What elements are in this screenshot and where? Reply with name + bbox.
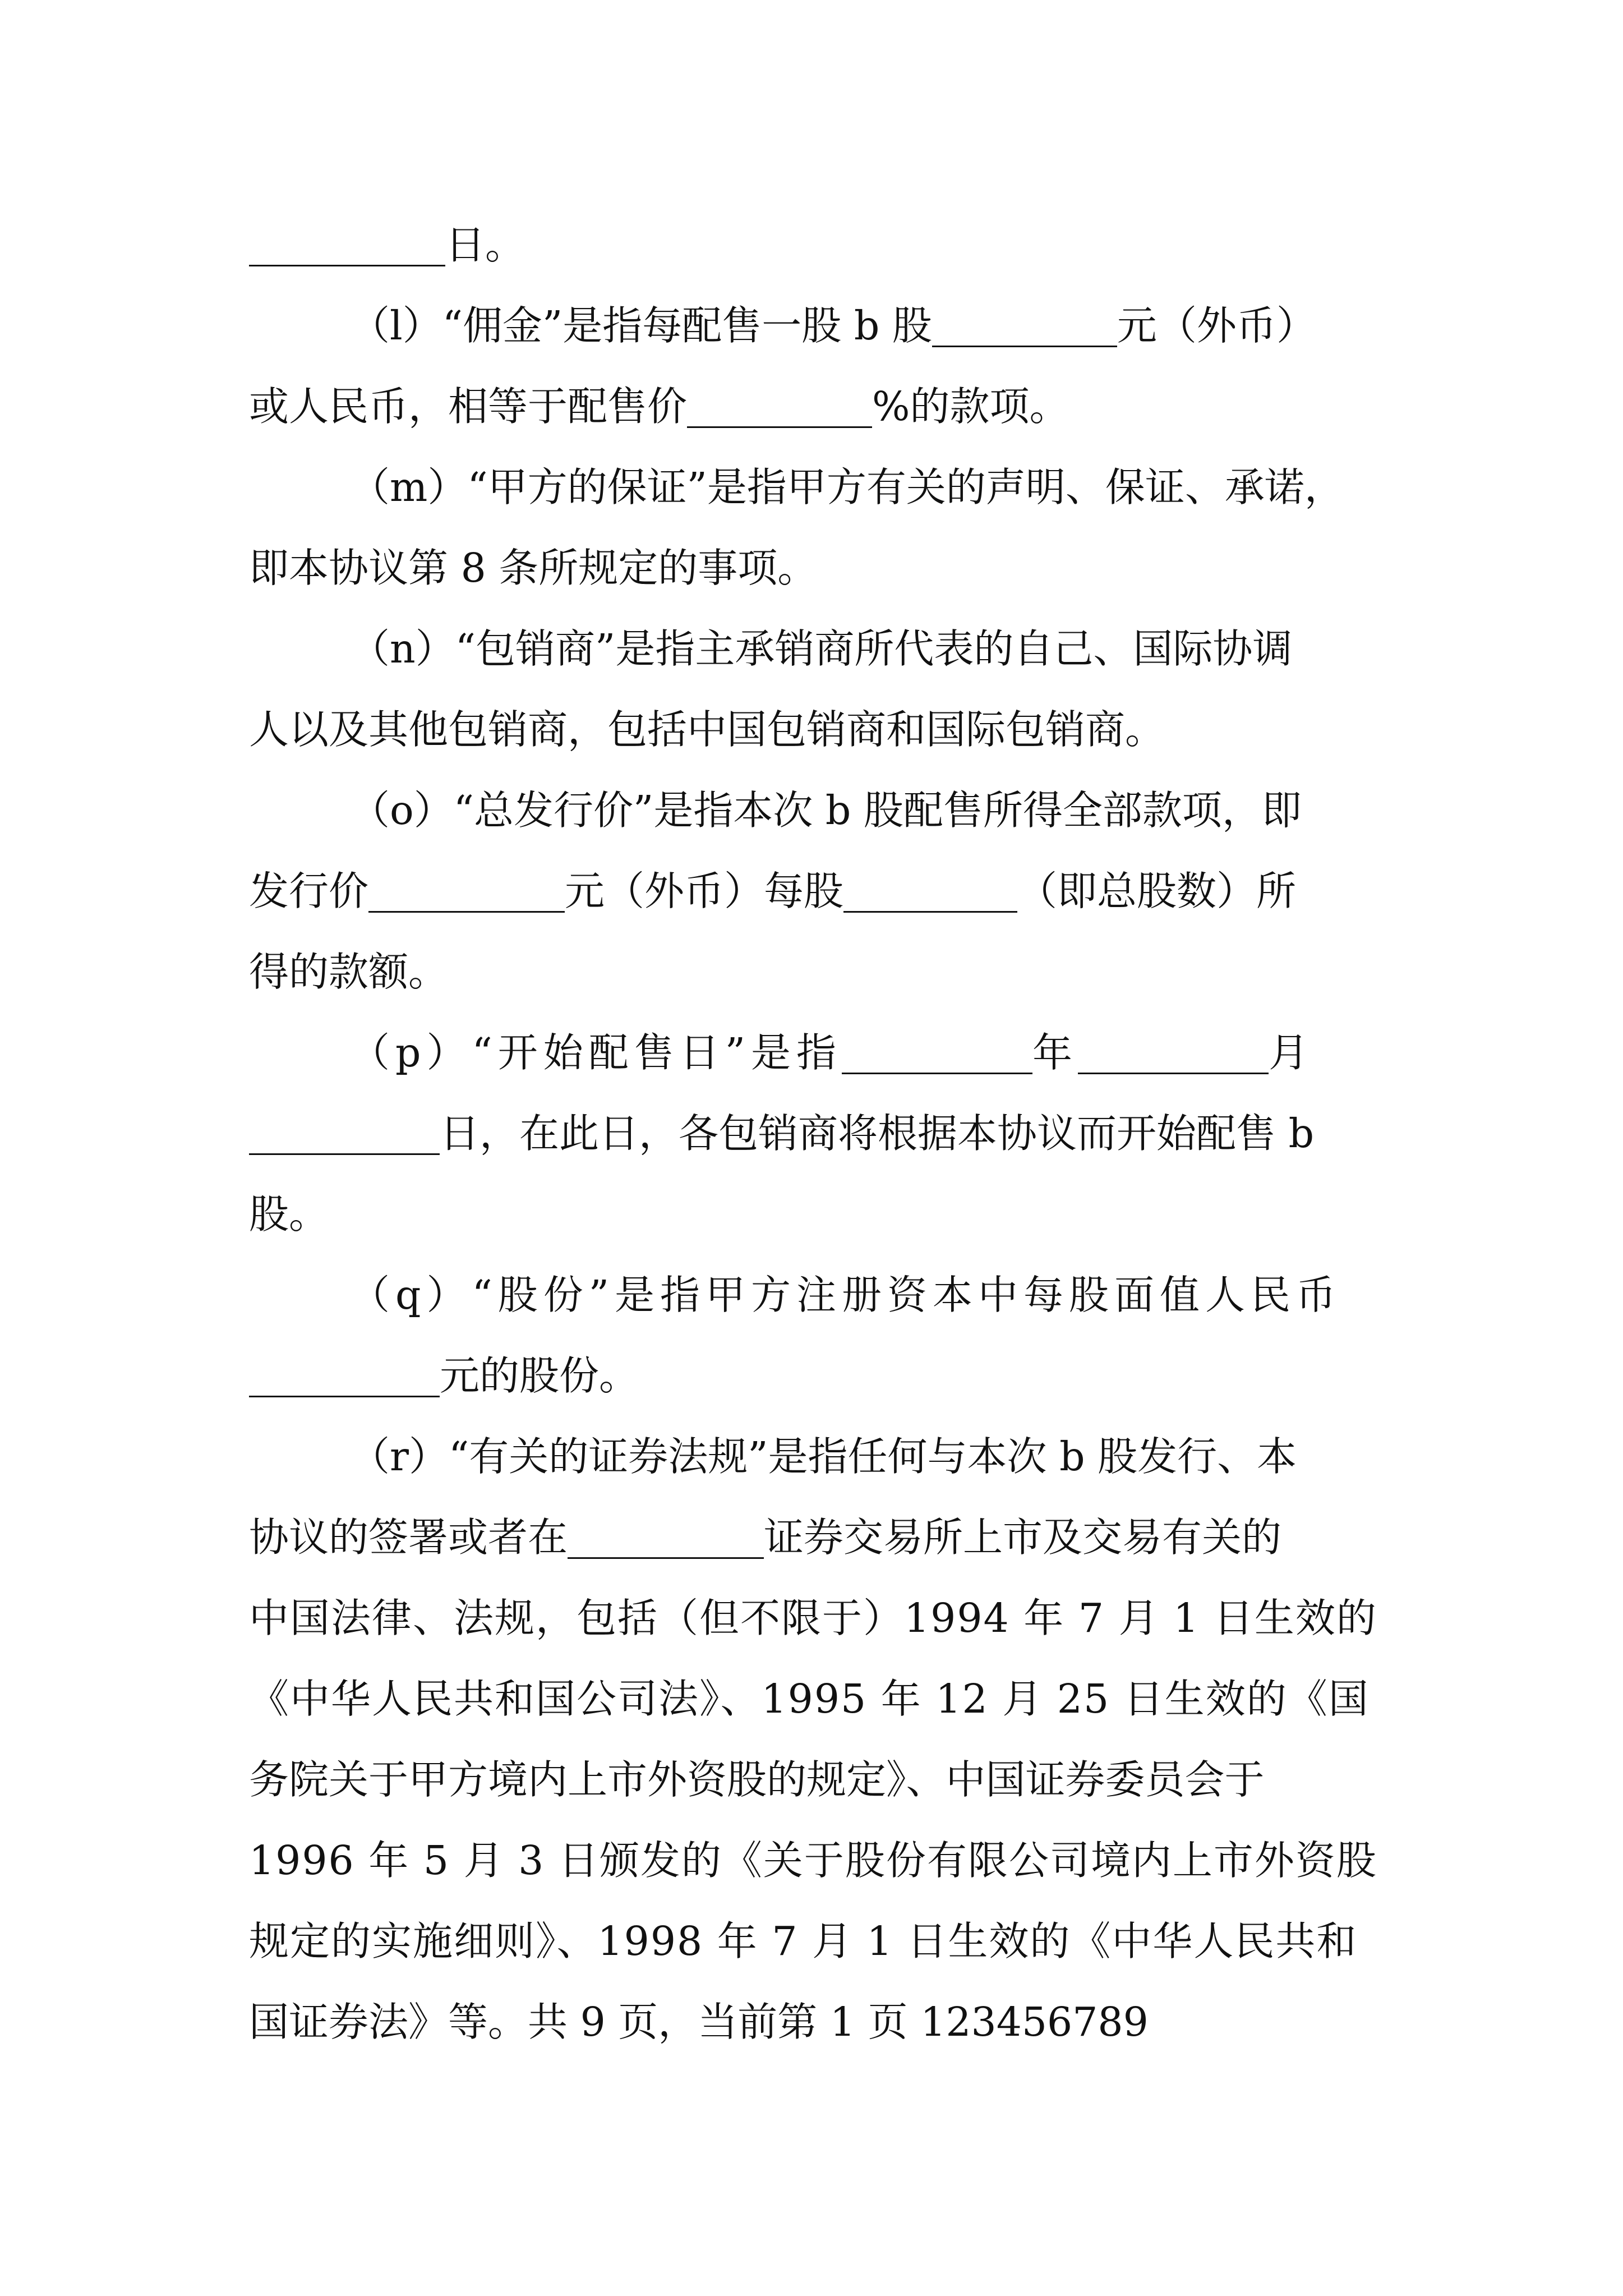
text-segment: 证券交易所上市及交易有关的 <box>764 1514 1282 1561</box>
text-segment: （p）“开始配售日”是指 <box>350 1029 842 1076</box>
blank-commission-amount <box>932 346 1117 347</box>
clause-l-line-2 <box>249 366 1387 447</box>
text-segment: （l）“佣金”是指每配售一股 b 股 <box>350 302 932 349</box>
clause-q-line-1 <box>249 1255 1387 1336</box>
clause-r-line-8 <box>249 1982 1387 2063</box>
text-segment: 《中华人民共和国公司法》、1995 年 12 月 25 日生效的《国 <box>249 1676 1370 1722</box>
blank-day <box>249 1153 440 1155</box>
text-segment: 元的股份。 <box>440 1352 639 1399</box>
text-segment: （q）“股份”是指甲方注册资本中每股面值人民币 <box>350 1272 1342 1318</box>
blank-commission-percent <box>687 426 872 428</box>
text-segment: 协议的签署或者在 <box>249 1514 568 1561</box>
blank-year <box>842 1073 1032 1074</box>
text-segment: （即总股数）所 <box>1017 868 1297 914</box>
blank-day <box>249 265 445 266</box>
text-segment: 发行价 <box>249 868 369 914</box>
clause-r-line-5 <box>249 1740 1387 1820</box>
text-segment: 年 <box>1032 1029 1078 1076</box>
clause-p-line-1 <box>249 1013 1387 1093</box>
text-line-1 <box>249 205 1387 286</box>
text-segment: 股。 <box>249 1191 329 1237</box>
blank-issue-price <box>368 911 565 913</box>
clause-n-line-1 <box>249 609 1387 689</box>
text-segment: 国证券法》等。共 9 页，当前第 1 页 123456789 <box>249 1999 1149 2045</box>
text-segment: 即本协议第 8 条所规定的事项。 <box>249 545 818 591</box>
clause-r-line-7 <box>249 1901 1387 1982</box>
text-segment: 或人民币，相等于配售价 <box>249 383 688 430</box>
clause-r-line-2 <box>249 1497 1387 1578</box>
clause-p-line-3 <box>249 1174 1387 1255</box>
text-segment: %的款项。 <box>872 383 1069 430</box>
clause-q-line-2 <box>249 1336 1387 1416</box>
text-segment: （r）“有关的证券法规”是指任何与本次 b 股发行、本 <box>350 1433 1297 1480</box>
text-segment: 日，在此日，各包销商将根据本协议而开始配售 b <box>440 1110 1315 1157</box>
text-segment: 规定的实施细则》、1998 年 7 月 1 日生效的《中华人民共和 <box>249 1918 1358 1964</box>
blank-par-value <box>249 1396 440 1397</box>
clause-r-line-4 <box>249 1659 1387 1740</box>
clause-o-line-3 <box>249 932 1387 1013</box>
text-segment: （n）“包销商”是指主承销商所代表的自己、国际协调 <box>350 625 1293 672</box>
clause-o-line-1 <box>249 770 1387 851</box>
document-body <box>249 205 1387 2063</box>
clause-r-line-1 <box>249 1416 1387 1497</box>
clause-m-line-1 <box>249 447 1387 528</box>
clause-r-line-6 <box>249 1820 1387 1901</box>
text-segment: 元（外币） <box>1117 302 1316 349</box>
text-segment: 月 <box>1269 1029 1315 1076</box>
text-segment: （o）“总发行价”是指本次 b 股配售所得全部款项，即 <box>350 787 1302 834</box>
text-segment: 人以及其他包销商，包括中国包销商和国际包销商。 <box>249 706 1165 753</box>
blank-total-shares <box>843 911 1017 913</box>
text-segment: 1996 年 5 月 3 日颁发的《关于股份有限公司境内上市外资股 <box>249 1837 1377 1884</box>
text-segment: 元（外币）每股 <box>565 868 844 914</box>
clause-m-line-2 <box>249 528 1387 609</box>
clause-l-line-1 <box>249 286 1387 366</box>
text-segment: （m）“甲方的保证”是指甲方有关的声明、保证、承诺， <box>350 464 1344 510</box>
blank-month <box>1078 1073 1269 1074</box>
clause-p-line-2 <box>249 1093 1387 1174</box>
text-segment: 务院关于甲方境内上市外资股的规定》、中国证券委员会于 <box>249 1756 1265 1803</box>
clause-o-line-2 <box>249 851 1387 932</box>
text-segment: 得的款额。 <box>249 949 449 995</box>
blank-exchange-name <box>568 1557 764 1559</box>
text-segment: 中国法律、法规，包括（但不限于）1994 年 7 月 1 日生效的 <box>249 1595 1377 1641</box>
clause-r-line-3 <box>249 1578 1387 1659</box>
clause-n-line-2 <box>249 689 1387 770</box>
text-segment: 日。 <box>445 222 525 268</box>
